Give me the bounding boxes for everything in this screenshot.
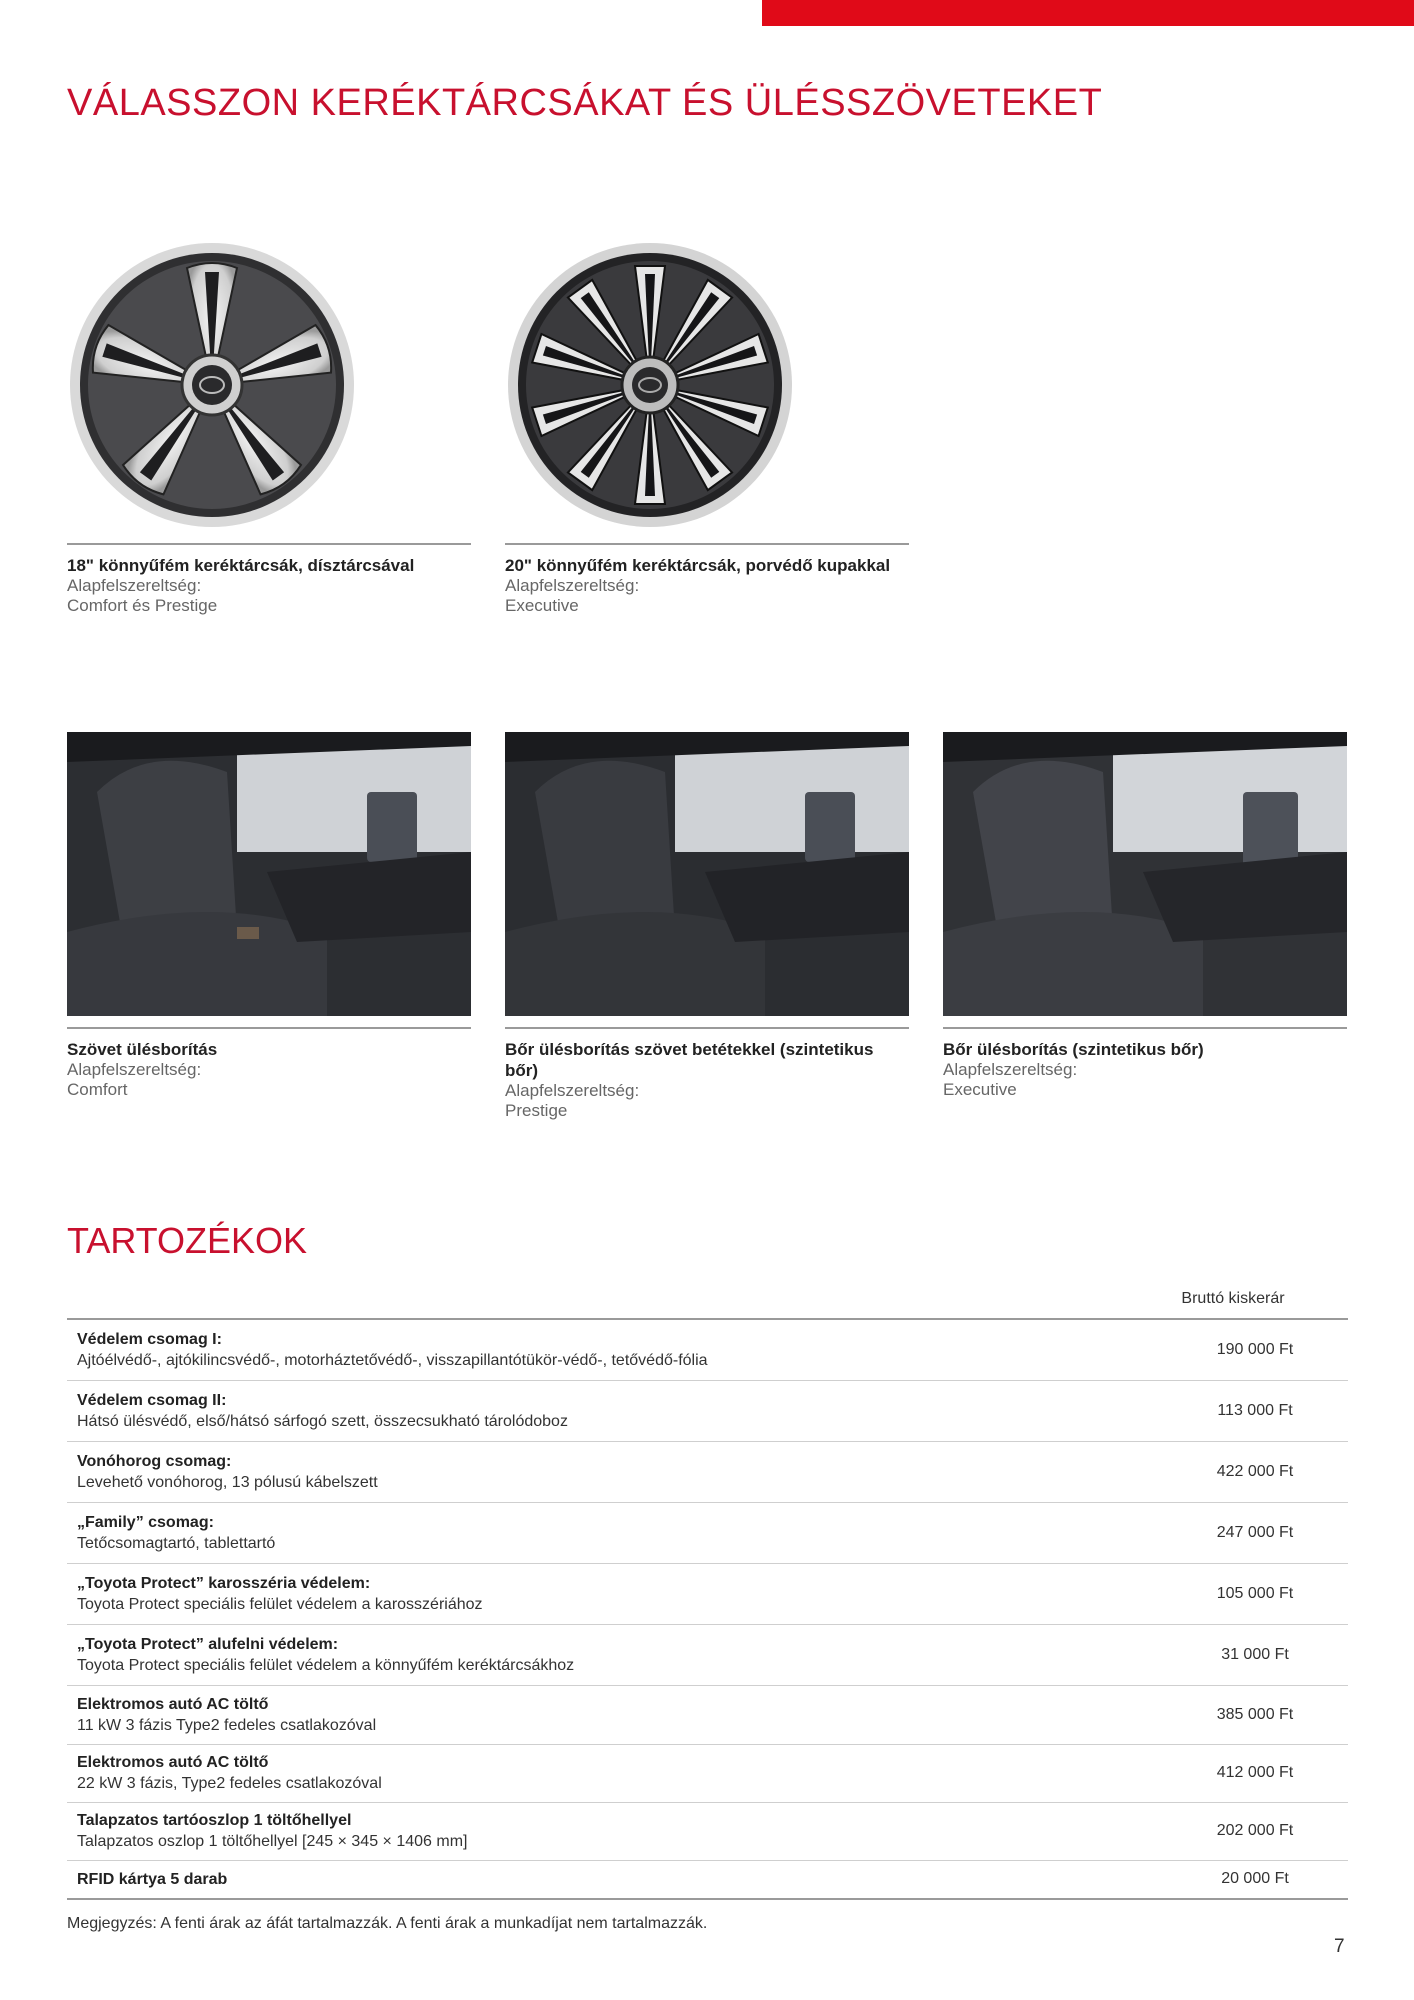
page-title: VÁLASSZON KERÉKTÁRCSÁKAT ÉS ÜLÉSSZÖVETEKET: [67, 82, 1103, 124]
seat-leather-image: [943, 732, 1347, 1016]
seat-leather-fabric-image: [505, 732, 909, 1016]
accessory-desc: Talapzatos oszlop 1 töltőhellyel [245 × 345 × 1406 mm]: [77, 1833, 468, 1850]
accessory-price: 422 000 Ft: [1162, 1441, 1348, 1502]
table-row: [67, 1319, 1348, 1380]
accessory-title: Védelem csomag I:: [77, 1330, 222, 1348]
table-row: [67, 1802, 1348, 1860]
accessory-title: Elektromos autó AC töltő: [77, 1754, 269, 1771]
accessory-title: RFID kártya 5 darab: [77, 1870, 228, 1888]
table-row: [67, 1441, 1348, 1502]
seat-interior-icon: [505, 732, 909, 1016]
seat-caption-leather: [943, 1027, 1347, 1100]
wheel-20-icon: [505, 240, 795, 530]
accessory-desc: Hátsó ülésvédő, első/hátsó sárfogó szett, összecsukható tárolódoboz: [77, 1412, 568, 1430]
page-number: 7: [1334, 1936, 1345, 1957]
accessory-price: 247 000 Ft: [1162, 1502, 1348, 1563]
wheel-18-image: [67, 240, 357, 530]
accessory-price: 202 000 Ft: [1162, 1802, 1348, 1860]
wheel-title: 18" könnyűfém keréktárcsák, dísztárcsával: [67, 556, 415, 575]
seat-equipment-value: Comfort: [67, 1080, 128, 1099]
accessory-title: Védelem csomag II:: [77, 1391, 227, 1409]
accessory-price: 20 000 Ft: [1221, 1870, 1289, 1888]
seat-title: Bőr ülésborítás (szintetikus bőr): [943, 1040, 1204, 1059]
accessory-price: 105 000 Ft: [1162, 1563, 1348, 1624]
price-note: Megjegyzés: A fenti árak az áfát tartalmazzák. A fenti árak a munkadíjat nem tartalmazzák.: [67, 1915, 708, 1932]
seat-fabric-image: [67, 732, 471, 1016]
wheel-equipment-value: Executive: [505, 596, 579, 615]
seat-title: Szövet ülésborítás: [67, 1040, 218, 1059]
caption-divider: [67, 543, 471, 545]
accessory-price: 385 000 Ft: [1162, 1685, 1348, 1744]
seat-caption-leather-fabric: [505, 1027, 909, 1121]
accessory-title: „Toyota Protect” karosszéria védelem:: [77, 1574, 371, 1592]
table-row: [67, 1502, 1348, 1563]
caption-divider: [943, 1027, 1347, 1029]
seat-equipment-value: Prestige: [505, 1101, 568, 1120]
seat-equipment-label: Alapfelszereltség:: [67, 1060, 202, 1079]
accessory-desc: Levehető vonóhorog, 13 pólusú kábelszett: [77, 1473, 378, 1491]
table-row: [67, 1624, 1348, 1685]
accessory-desc: 22 kW 3 fázis, Type2 fedeles csatlakozóval: [77, 1775, 382, 1792]
accessories-table: [67, 1318, 1348, 1900]
accessory-desc: 11 kW 3 fázis Type2 fedeles csatlakozóval: [77, 1716, 377, 1734]
accessory-title: „Toyota Protect” alufelni védelem:: [77, 1635, 339, 1653]
seat-equipment-label: Alapfelszereltség:: [505, 1081, 640, 1100]
wheel-equipment-value: Comfort és Prestige: [67, 596, 218, 615]
accessory-price: 31 000 Ft: [1162, 1624, 1348, 1685]
accessory-title: „Family” csomag:: [77, 1513, 214, 1531]
table-row: [67, 1685, 1348, 1744]
table-row: [67, 1860, 1348, 1899]
accessory-title: Vonóhorog csomag:: [77, 1452, 232, 1470]
price-column-header: Bruttó kiskerár: [1181, 1290, 1285, 1307]
top-accent-bar: [762, 0, 1414, 26]
wheel-caption-20: [505, 543, 909, 616]
accessory-title: Elektromos autó AC töltő: [77, 1695, 269, 1713]
wheel-20-image: [505, 240, 795, 530]
wheel-18-icon: [67, 240, 357, 530]
accessory-price: 412 000 Ft: [1162, 1744, 1348, 1802]
accessory-desc: Tetőcsomagtartó, tablettartó: [77, 1534, 276, 1552]
table-row: [67, 1563, 1348, 1624]
seat-caption-fabric: [67, 1027, 471, 1100]
wheel-equipment-label: Alapfelszereltség:: [67, 576, 202, 595]
caption-divider: [67, 1027, 471, 1029]
seat-equipment-label: Alapfelszereltség:: [943, 1060, 1078, 1079]
table-row: [67, 1380, 1348, 1441]
wheel-title: 20" könnyűfém keréktárcsák, porvédő kupakkal: [505, 556, 891, 575]
accessory-title: Talapzatos tartóoszlop 1 töltőhellyel: [77, 1812, 352, 1829]
accessory-desc: Toyota Protect speciális felület védelem a karosszériához: [77, 1595, 483, 1613]
accessories-title: TARTOZÉKOK: [67, 1220, 308, 1261]
accessory-desc: Toyota Protect speciális felület védelem a könnyűfém keréktárcsákhoz: [77, 1656, 575, 1674]
accessory-price: 190 000 Ft: [1162, 1319, 1348, 1380]
caption-divider: [505, 1027, 909, 1029]
seat-interior-icon: [67, 732, 471, 1016]
table-row: [67, 1744, 1348, 1802]
seat-equipment-value: Executive: [943, 1080, 1017, 1099]
accessory-desc: Ajtóélvédő-, ajtókilincsvédő-, motorháztetővédő-, visszapillantótükör-védő-, tetővédő-fólia: [77, 1351, 708, 1369]
seat-title: Bőr ülésborítás szövet betétekkel (szintetikus bőr): [505, 1040, 874, 1080]
seat-interior-icon: [943, 732, 1347, 1016]
caption-divider: [505, 543, 909, 545]
wheel-equipment-label: Alapfelszereltség:: [505, 576, 640, 595]
accessory-price: 113 000 Ft: [1162, 1380, 1348, 1441]
wheel-caption-18: [67, 543, 471, 616]
